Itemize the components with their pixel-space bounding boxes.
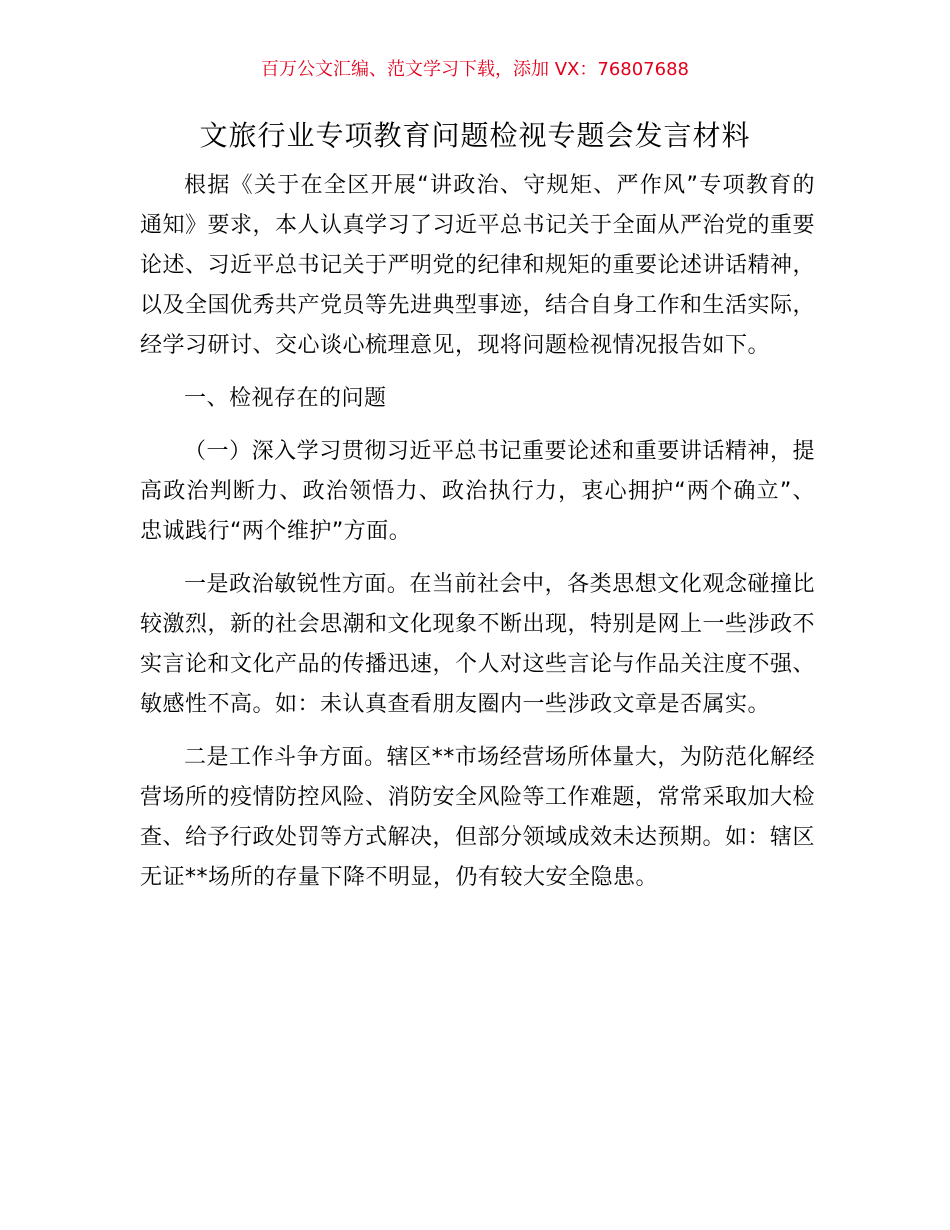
- document-body: [140, 166, 815, 898]
- subsection-heading: （一）深入学习贯彻习近平总书记重要论述和重要讲话精神，提高政治判断力、政治领悟力、政治执行力，衷心拥护“两个确立”、忠诚践行“两个维护”方面。: [140, 439, 815, 544]
- paragraph-political-sensitivity: 一是政治敏锐性方面。在当前社会中，各类思想文化观念碰撞比较激烈，新的社会思潮和文化现象不断出现，特别是网上一些涉政不实言论和文化产品的传播迅速，个人对这些言论与作品关注度不强、敏感性不高。如：未认真查看朋友圈内一些涉政文章是否属实。: [140, 572, 816, 717]
- paragraph-work-struggle: 二是工作斗争方面。辖区**市场经营场所体量大，为防范化解经营场所的疫情防控风险、消防安全风险等工作难题，常常采取加大检查、给予行政处罚等方式解决，但部分领域成效未达预期。如：辖区无证**场所的存量下降不明显，仍有较大安全隐患。: [140, 745, 816, 890]
- document-title: 文旅行业专项教育问题检视专题会发言材料: [199, 119, 751, 152]
- paragraph-intro: 根据《关于在全区开展“讲政治、守规矩、严作风”专项教育的通知》要求，本人认真学习了习近平总书记关于全面从严治党的重要论述、习近平总书记关于严明党的纪律和规矩的重要论述讲话精神，以及全国优秀共产党员等先进典型事迹，结合自身工作和生活实际，经学习研讨、交心谈心梳理意见，现将问题检视情况报告如下。: [140, 173, 816, 358]
- header-note: 百万公文汇编、范文学习下载，添加 VX：76807688: [261, 59, 689, 80]
- section-heading: 一、检视存在的问题: [184, 386, 387, 411]
